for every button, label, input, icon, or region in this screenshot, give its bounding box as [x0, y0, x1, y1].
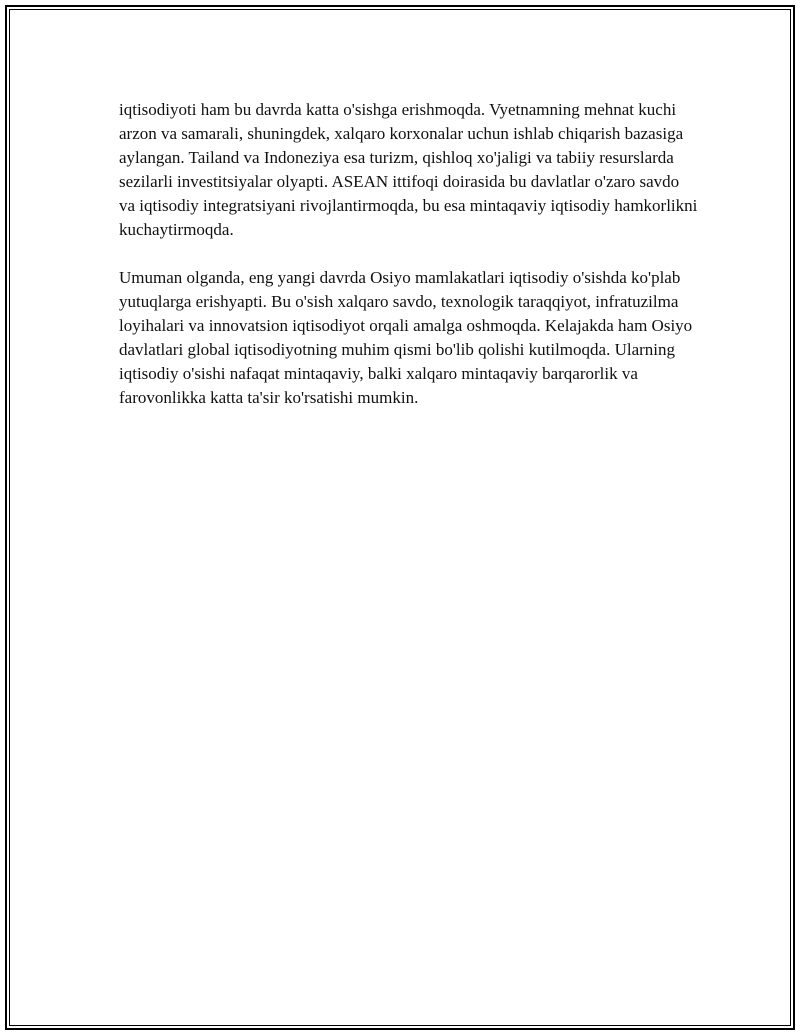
document-body [119, 98, 699, 434]
paragraph-1: iqtisodiyoti ham bu davrda katta o'sishga erishmoqda. Vyetnamning mehnat kuchi arzon va samarali, shuningdek, xalqaro korxonalar uchun ishlab chiqarish bazasiga aylangan. Tailand va Indoneziya esa turizm, qishloq xo'jaligi va tabiiy resurslarda sezilarli investitsiyalar olyapti. ASEAN ittifoqi doirasida bu davlatlar o'zaro savdo va iqtisodiy integratsiyani rivojlantirmoqda, bu esa mintaqaviy iqtisodiy hamkorlikni kuchaytirmoqda. [119, 100, 698, 239]
page-border [5, 5, 795, 1030]
paragraph-2: Umuman olganda, eng yangi davrda Osiyo mamlakatlari iqtisodiy o'sishda ko'plab yutuqlarga erishyapti. Bu o'sish xalqaro savdo, texnologik taraqqiyot, infratuzilma loyihalari va innovatsion iqtisodiyot orqali amalga oshmoqda. Kelajakda ham Osiyo davlatlari global iqtisodiyotning muhim qismi bo'lib qolishi kutilmoqda. Ularning iqtisodiy o'sishi nafaqat mintaqaviy, balki xalqaro mintaqaviy barqarorlik va farovonlikka katta ta'sir ko'rsatishi mumkin. [119, 268, 693, 407]
